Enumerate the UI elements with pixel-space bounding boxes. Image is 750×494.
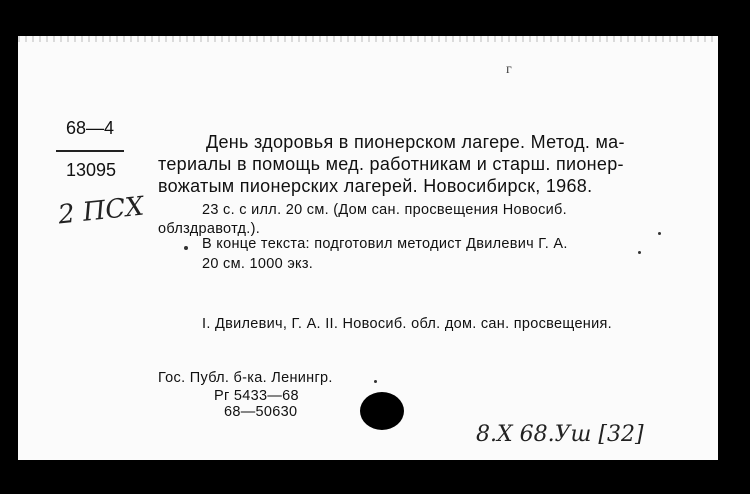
title-line-1: День здоровья в пионерском лагере. Метод. ма-	[206, 132, 625, 152]
class-number-bottom: 13095	[66, 160, 117, 180]
pencil-mark: г	[506, 62, 512, 77]
library-line-2: Рг 5433—68	[214, 388, 299, 404]
class-number-top: 68—4	[66, 118, 115, 138]
title-line-2: териалы в помощь мед. работникам и старш. пионер-	[158, 154, 624, 174]
library-line-3: 68—50630	[224, 404, 298, 420]
ink-speck	[658, 232, 661, 235]
class-divider	[56, 150, 124, 152]
handwritten-code: 2 ПСХ	[56, 191, 146, 231]
catalog-card	[18, 36, 718, 460]
library-line-1: Гос. Публ. б-ка. Ленингр.	[158, 370, 333, 386]
physical-description-line-2: облздравотд.).	[158, 221, 261, 237]
handwritten-footer: 8.Х 68.Уш [32]	[476, 422, 644, 447]
note-line-2: 20 см. 1000 экз.	[202, 256, 314, 272]
physical-description-line-1: 23 с. с илл. 20 см. (Дом сан. просвещения Новосиб.	[202, 202, 567, 218]
ink-stamp-blot	[360, 392, 404, 430]
ink-speck	[638, 251, 641, 254]
ink-speck	[184, 246, 188, 250]
ink-speck	[374, 380, 377, 383]
tracings-line: I. Двилевич, Г. А. II. Новосиб. обл. дом. сан. просвещения.	[202, 316, 612, 332]
note-line-1: В конце текста: подготовил методист Двилевич Г. А.	[202, 236, 568, 252]
title-line-3: вожатым пионерских лагерей. Новосибирск, 1968.	[158, 176, 593, 196]
